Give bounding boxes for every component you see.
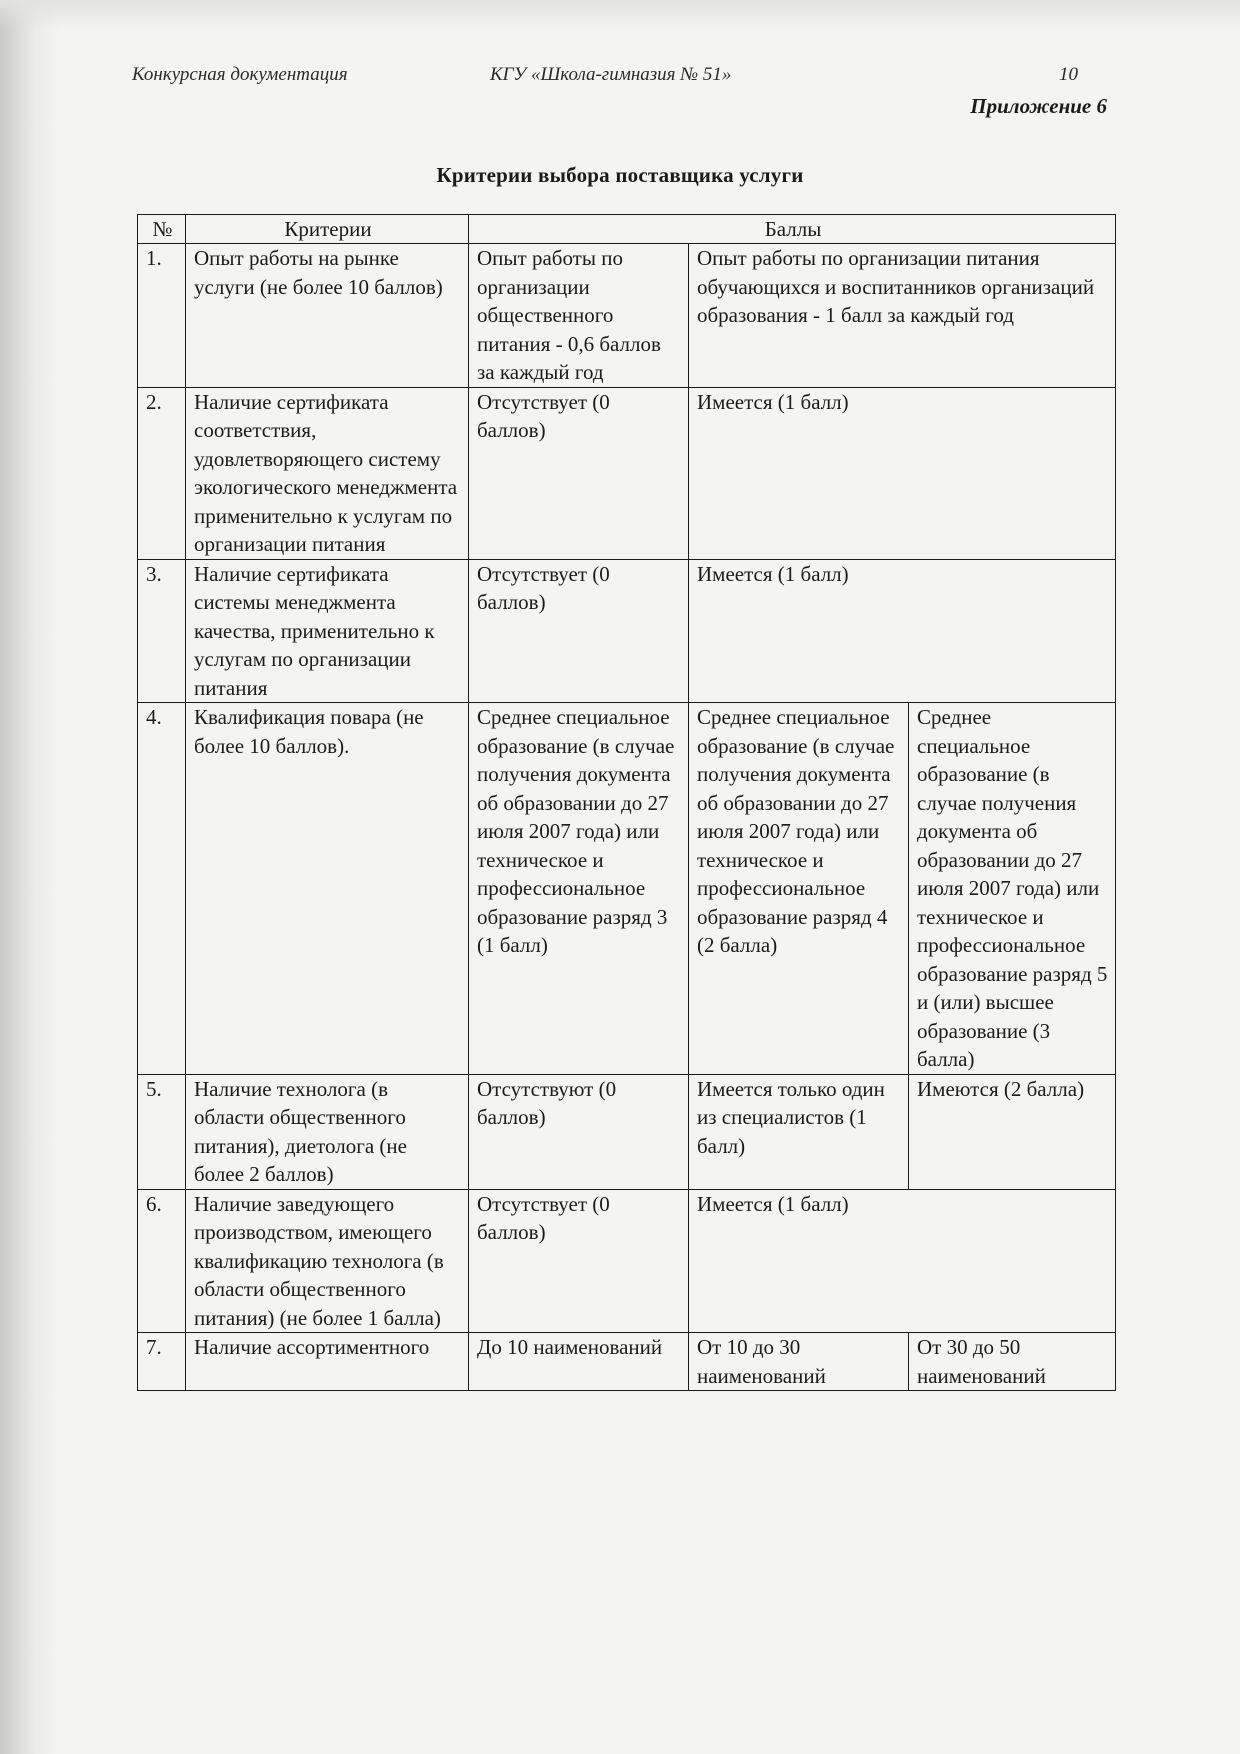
table-row	[138, 1333, 1116, 1391]
table-row	[138, 244, 1116, 388]
appendix-label: Приложение 6	[970, 94, 1107, 118]
table-row	[138, 1074, 1116, 1189]
points-option-cell: Отсутствует (0 баллов)	[469, 387, 689, 559]
scan-top-shadow	[0, 0, 1240, 30]
table-row	[138, 703, 1116, 1075]
points-option-cell: Опыт работы по организации питания обучающихся и воспитанников организаций образования - 1 балл за каждый год	[689, 244, 1116, 388]
points-option-cell: От 30 до 50 наименований	[909, 1333, 1116, 1391]
points-option-cell: Имеется (1 балл)	[689, 387, 1116, 559]
criterion-cell: Опыт работы на рынке услуги (не более 10 баллов)	[186, 244, 469, 388]
row-number: 3.	[138, 559, 186, 703]
column-header-number: №	[138, 215, 186, 244]
row-number: 1.	[138, 244, 186, 388]
points-option-cell: Отсутствует (0 баллов)	[469, 559, 689, 703]
points-option-cell: Среднее специальное образование (в случае получения документа об образовании до 27 июля 2007 года) или техническое и профессиональное образование разряд 3 (1 балл)	[469, 703, 689, 1075]
points-option-cell: Отсутствуют (0 баллов)	[469, 1074, 689, 1189]
criterion-cell: Наличие ассортиментного	[186, 1333, 469, 1391]
criterion-cell: Наличие технолога (в области общественного питания), диетолога (не более 2 баллов)	[186, 1074, 469, 1189]
row-number: 6.	[138, 1189, 186, 1333]
header-organization: КГУ «Школа-гимназия № 51»	[490, 64, 732, 85]
header-document-type: Конкурсная документация	[132, 64, 348, 85]
criterion-cell: Наличие сертификата соответствия, удовлетворяющего систему экологического менеджмента применительно к услугам по организации питания	[186, 387, 469, 559]
points-option-cell: Имеется (1 балл)	[689, 559, 1116, 703]
table-row	[138, 1189, 1116, 1333]
criterion-cell: Наличие заведующего производством, имеющего квалификацию технолога (в области общественного питания) (не более 1 балла)	[186, 1189, 469, 1333]
points-option-cell: До 10 наименований	[469, 1333, 689, 1391]
row-number: 7.	[138, 1333, 186, 1391]
criterion-cell: Наличие сертификата системы менеджмента качества, применительно к услугам по организации питания	[186, 559, 469, 703]
page-number: 10	[1059, 64, 1078, 85]
column-header-points: Баллы	[469, 215, 1116, 244]
points-option-cell: Среднее специальное образование (в случае получения документа об образовании до 27 июля 2007 года) или техническое и профессиональное образование разряд 5 и (или) высшее образование (3 балла)	[909, 703, 1116, 1075]
row-number: 2.	[138, 387, 186, 559]
table-header-row	[138, 215, 1116, 244]
points-option-cell: Имеется (1 балл)	[689, 1189, 1116, 1333]
points-option-cell: Среднее специальное образование (в случае получения документа об образовании до 27 июля 2007 года) или техническое и профессиональное образование разряд 4 (2 балла)	[689, 703, 909, 1075]
table-row	[138, 559, 1116, 703]
points-option-cell: Отсутствует (0 баллов)	[469, 1189, 689, 1333]
criteria-table	[137, 214, 1116, 1391]
scan-page-edge-shadow	[0, 0, 60, 1754]
points-option-cell: Имеется только один из специалистов (1 балл)	[689, 1074, 909, 1189]
running-header	[132, 64, 1108, 92]
points-option-cell: От 10 до 30 наименований	[689, 1333, 909, 1391]
criterion-cell: Квалификация повара (не более 10 баллов).	[186, 703, 469, 1075]
table-row	[138, 387, 1116, 559]
column-header-criteria: Критерии	[186, 215, 469, 244]
row-number: 5.	[138, 1074, 186, 1189]
document-title: Критерии выбора поставщика услуги	[436, 163, 804, 187]
points-option-cell: Опыт работы по организации общественного питания - 0,6 баллов за каждый год	[469, 244, 689, 388]
points-option-cell: Имеются (2 балла)	[909, 1074, 1116, 1189]
row-number: 4.	[138, 703, 186, 1075]
